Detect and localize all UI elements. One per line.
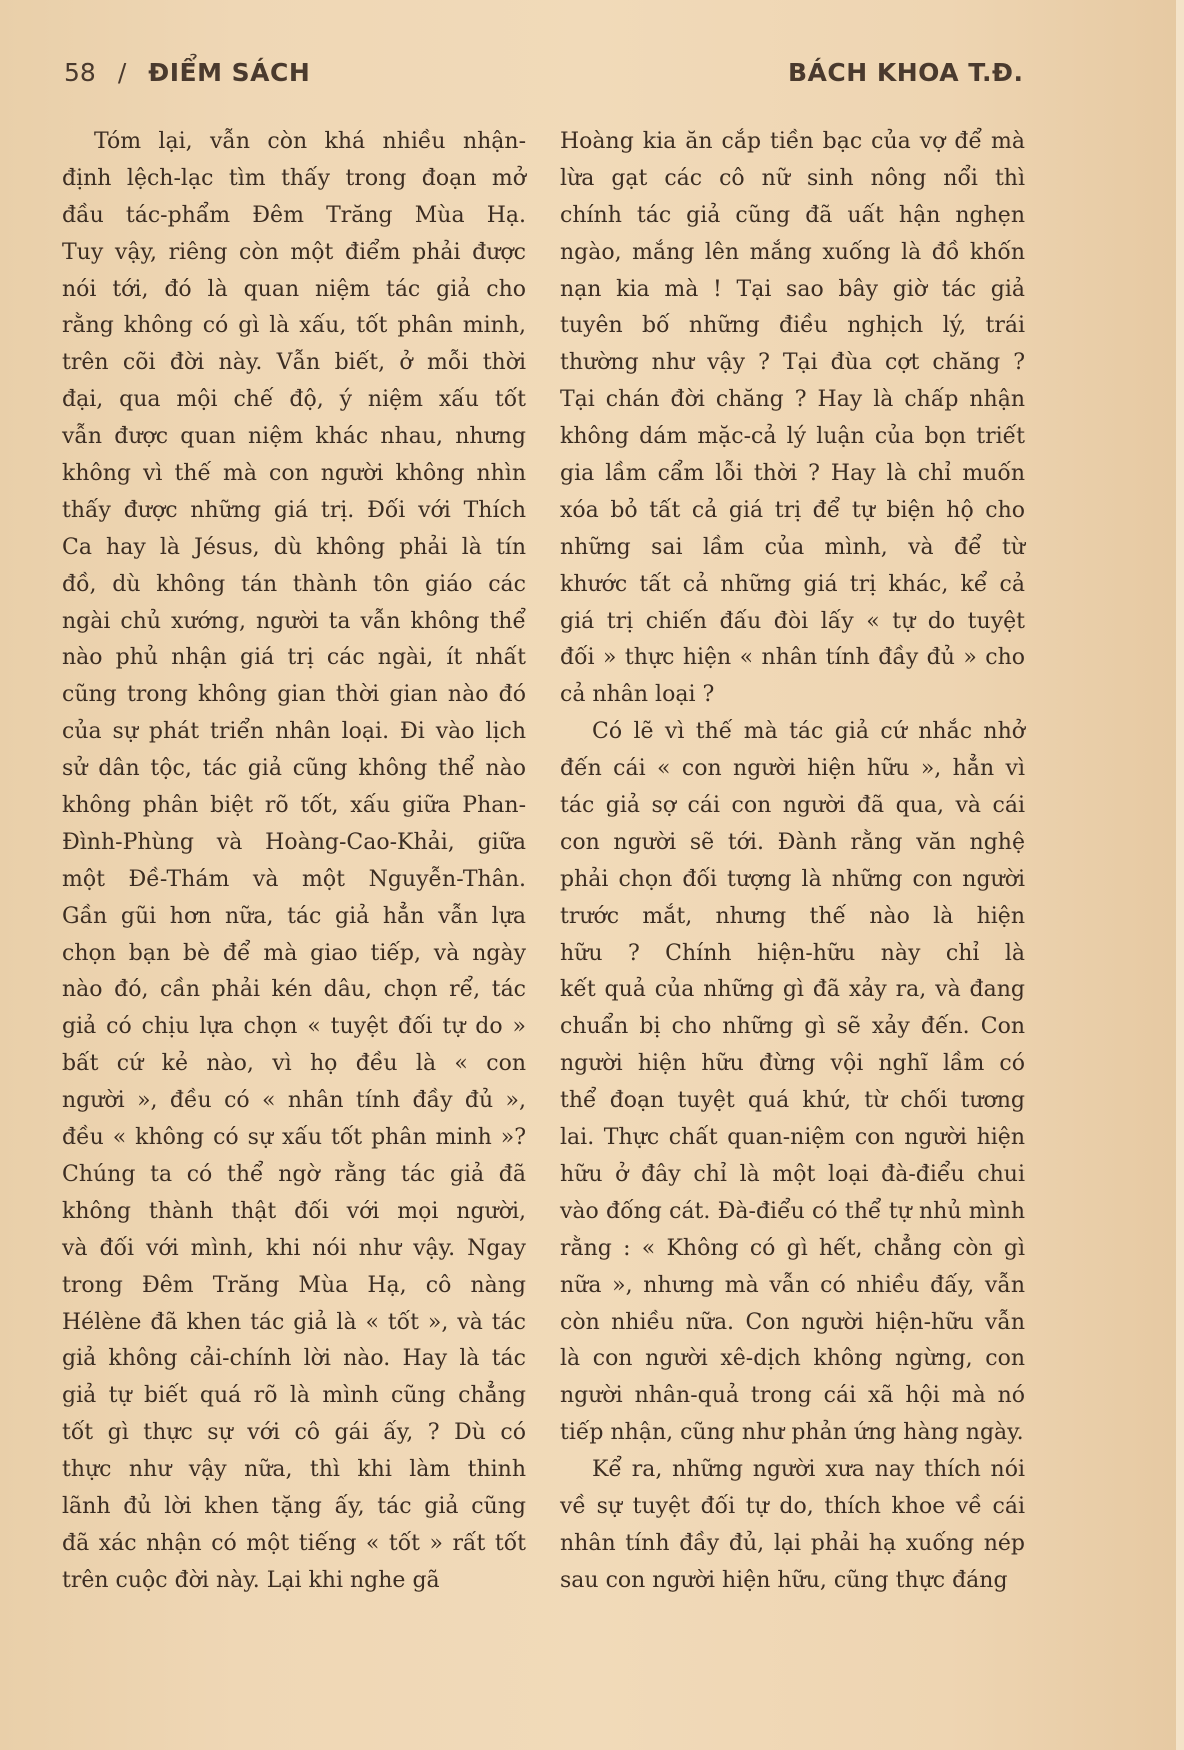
left-column: [62, 124, 526, 1600]
text-line: thường như vậy ? Tại đùa cợt chăng ?: [560, 350, 1025, 376]
text-line: thực như vậy nữa, thì khi làm thinh: [62, 1457, 526, 1483]
text-line: người », đều có « nhân tính đầy đủ »,: [62, 1088, 526, 1114]
text-line: giả không cải-chính lời nào. Hay là tác: [62, 1346, 526, 1372]
text-line: không phân biệt rõ tốt, xấu giữa Phan-: [62, 793, 526, 819]
text-line: hữu ? Chính hiện-hữu này chỉ là: [560, 940, 1025, 966]
text-line: ngài chủ xướng, người ta vẫn không thể: [62, 608, 526, 634]
text-line: vào đống cát. Đà-điểu có thể tự nhủ mình: [560, 1198, 1025, 1224]
text-line: cũng trong không gian thời gian nào đó: [62, 682, 526, 708]
text-line: nhân tính đầy đủ, lại phải hạ xuống nép: [560, 1530, 1025, 1556]
text-line: Kể ra, những người xưa nay thích nói: [592, 1457, 1025, 1483]
text-line: đối » thực hiện « nhân tính đầy đủ » cho: [560, 645, 1025, 671]
text-line: trước mắt, nhưng thế nào là hiện: [560, 903, 1025, 929]
text-line: tốt gì thực sự với cô gái ấy, ? Dù có: [62, 1420, 526, 1446]
text-line: rằng không có gì là xấu, tốt phân minh,: [62, 313, 526, 339]
text-line: ngào, mắng lên mắng xuống là đồ khốn: [560, 239, 1025, 265]
text-line: không vì thế mà con người không nhìn: [62, 461, 526, 487]
text-line: Hoàng kia ăn cắp tiền bạc của vợ để mà: [560, 129, 1025, 154]
text-line: gia lầm cẩm lỗi thời ? Hay là chỉ muốn: [560, 461, 1025, 487]
text-line: là con người xê-dịch không ngừng, con: [560, 1346, 1025, 1372]
text-line: chọn bạn bè để mà giao tiếp, và ngày: [62, 940, 526, 966]
text-line: người nhân-quả trong cái xã hội mà nó: [560, 1383, 1025, 1409]
text-line: Tuy vậy, riêng còn một điểm phải được: [62, 239, 526, 265]
text-line: Có lẽ vì thế mà tác giả cứ nhắc nhở: [592, 719, 1025, 745]
text-line: những sai lầm của mình, và để từ: [560, 534, 1025, 560]
text-line: giá trị chiến đấu đòi lấy « tự do tuyệt: [560, 608, 1025, 634]
text-line: giả tự biết quá rõ là mình cũng chẳng: [62, 1383, 526, 1409]
text-line: tác giả sợ cái con người đã qua, và cái: [560, 793, 1025, 819]
text-line: Ca hay là Jésus, dù không phải là tín: [62, 534, 526, 560]
text-line: Tại chán đời chăng ? Hay là chấp nhận: [560, 387, 1025, 413]
text-line: đến cái « con người hiện hữu », hẳn vì: [560, 756, 1025, 782]
text-line: của sự phát triển nhân loại. Đi vào lịch: [62, 719, 526, 745]
page-number: 58: [64, 58, 96, 87]
text-line: thấy được những giá trị. Đối với Thích: [62, 497, 526, 523]
text-line: Tóm lại, vẫn còn khá nhiều nhận-: [94, 129, 526, 154]
text-line: đều « không có sự xấu tốt phân minh »?: [62, 1125, 526, 1151]
text-line: Hélène đã khen tác giả là « tốt », và tác: [62, 1309, 526, 1335]
text-line: tiếp nhận, cũng như phản ứng hàng ngày.: [560, 1420, 1024, 1446]
page-header: [64, 58, 1034, 94]
text-line: chuẩn bị cho những gì sẽ xảy đến. Con: [560, 1014, 1025, 1040]
text-line: lai. Thực chất quan-niệm con người hiện: [560, 1125, 1025, 1151]
text-line: không dám mặc-cả lý luận của bọn triết: [560, 424, 1025, 450]
text-line: nữa », nhưng mà vẫn có nhiều đấy, vẫn: [560, 1272, 1025, 1298]
text-line: trên cõi đời này. Vẫn biết, ở mỗi thời: [62, 350, 526, 376]
text-line: kết quả của những gì đã xảy ra, và đang: [560, 977, 1025, 1003]
text-line: và đối với mình, khi nói như vậy. Ngay: [62, 1235, 526, 1261]
text-line: đã xác nhận có một tiếng « tốt » rất tốt: [62, 1530, 526, 1556]
text-line: khước tất cả những giá trị khác, kể cả: [560, 571, 1025, 597]
header-separator: /: [117, 58, 127, 87]
text-line: giả có chịu lựa chọn « tuyệt đối tự do »: [62, 1014, 526, 1040]
text-line: bất cứ kẻ nào, vì họ đều là « con: [62, 1051, 526, 1077]
text-line: người hiện hữu đừng vội nghĩ lầm có: [560, 1051, 1025, 1077]
text-line: đồ, dù không tán thành tôn giáo các: [62, 571, 526, 597]
text-line: thể đoạn tuyệt quá khứ, từ chối tương: [560, 1088, 1025, 1114]
text-line: sử dân tộc, tác giả cũng không thể nào: [62, 756, 526, 782]
text-line: còn nhiều nữa. Con người hiện-hữu vẫn: [560, 1309, 1025, 1335]
section-title: ĐIỂM SÁCH: [148, 58, 311, 87]
text-line: một Đề-Thám và một Nguyễn-Thân.: [62, 866, 526, 892]
text-line: định lệch-lạc tìm thấy trong đoạn mở: [62, 165, 526, 191]
text-line: lừa gạt các cô nữ sinh nông nổi thì: [560, 165, 1025, 191]
text-line: đại, qua mội chế độ, ý niệm xấu tốt: [62, 387, 526, 413]
text-line: chính tác giả cũng đã uất hận nghẹn: [560, 202, 1025, 228]
text-line: cả nhân loại ?: [560, 682, 715, 708]
text-line: Gần gũi hơn nữa, tác giả hẳn vẫn lựa: [62, 903, 526, 929]
text-line: Đình-Phùng và Hoàng-Cao-Khải, giữa: [62, 829, 526, 855]
text-line: không thành thật đối với mọi người,: [62, 1198, 526, 1224]
text-line: xóa bỏ tất cả giá trị để tự biện hộ cho: [560, 497, 1025, 523]
header-left: [64, 58, 310, 87]
text-line: lãnh đủ lời khen tặng ấy, tác giả cũng: [62, 1493, 526, 1519]
text-line: phải chọn đối tượng là những con người: [560, 866, 1025, 892]
text-line: đầu tác-phẩm Đêm Trăng Mùa Hạ.: [62, 202, 526, 228]
text-line: hữu ở đây chỉ là một loại đà-điểu chui: [560, 1161, 1025, 1187]
text-line: về sự tuyệt đối tự do, thích khoe về cái: [560, 1493, 1025, 1519]
text-line: trong Đêm Trăng Mùa Hạ, cô nàng: [62, 1272, 526, 1298]
text-line: nào đó, cần phải kén dâu, chọn rể, tác: [62, 977, 526, 1003]
text-line: Chúng ta có thể ngờ rằng tác giả đã: [62, 1161, 526, 1187]
text-line: nạn kia mà ! Tại sao bây giờ tác giả: [560, 276, 1025, 302]
text-line: sau con người hiện hữu, cũng thực đáng: [560, 1567, 1008, 1593]
text-line: nói tới, đó là quan niệm tác giả cho: [62, 276, 526, 302]
right-column: [560, 124, 1025, 1600]
text-line: con người sẽ tới. Đành rằng văn nghệ: [560, 829, 1025, 855]
text-line: vẫn được quan niệm khác nhau, nhưng: [62, 424, 526, 450]
text-line: nào phủ nhận giá trị các ngài, ít nhất: [62, 645, 526, 671]
publication-title: BÁCH KHOA T.Đ.: [788, 58, 1024, 87]
text-line: trên cuộc đời này. Lại khi nghe gã: [62, 1567, 440, 1593]
text-line: tuyên bố những điều nghịch lý, trái: [560, 313, 1025, 339]
text-line: rằng : « Không có gì hết, chẳng còn gì: [560, 1235, 1025, 1261]
